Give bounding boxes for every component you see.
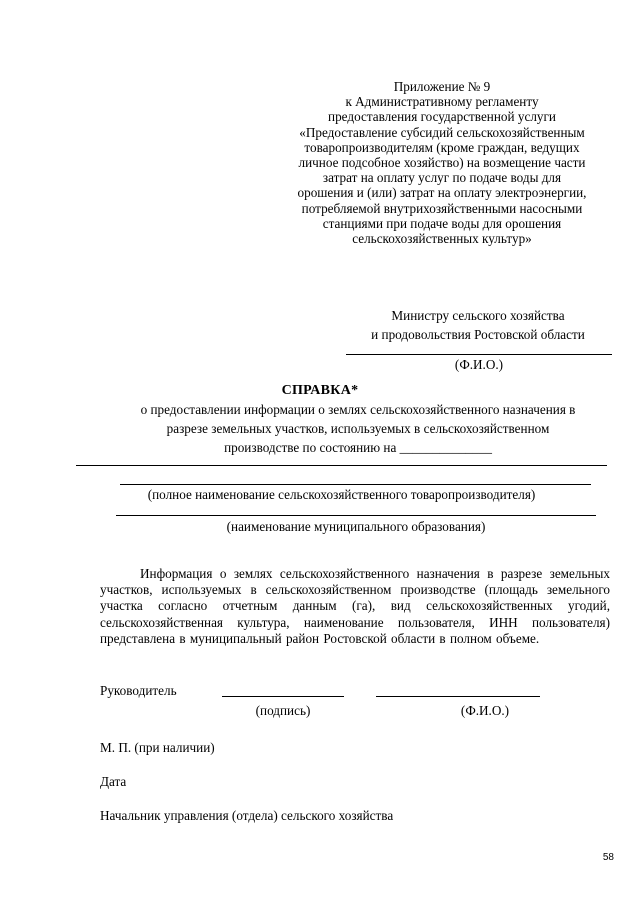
stamp-label: М. П. (при наличии) [100,740,215,755]
appendix-line: орошения и (или) затрат на оплату электроэнергии, [297,185,587,201]
producer-name-line-2 [120,484,591,485]
municipality-name-caption: (наименование муниципального образования) [226,519,486,534]
head-name-caption: (Ф.И.О.) [460,703,510,718]
addressee-name-caption: (Ф.И.О.) [454,357,504,372]
head-name-line [376,696,540,697]
appendix-header [268,79,616,246]
addressee-line-2: и продовольствия Ростовской области [371,327,585,342]
appendix-line: станциями при подаче воды для орошения [322,215,562,231]
appendix-line: потребляемой внутрихозяйственными насосными [301,200,583,216]
date-label: Дата [100,774,127,789]
appendix-line: личное подсобное хозяйство) на возмещение части [298,155,586,171]
appendix-line: «Предоставление субсидий сельскохозяйственным [299,124,585,140]
appendix-line: затрат на оплату услуг по подаче воды для [322,170,562,186]
appendix-line: сельскохозяйственных культур» [352,231,532,247]
producer-name-caption: (полное наименование сельскохозяйственного товаропроизводителя) [147,487,536,502]
subtitle-line-1: о предоставлении информации о землях сельскохозяйственного назначения в [140,402,576,417]
municipality-name-line [116,515,596,516]
signature-caption: (подпись) [255,703,311,718]
department-head-label: Начальник управления (отдела) сельского хозяйства [100,808,394,823]
producer-name-line-1 [76,465,607,466]
document-title: СПРАВКА* [281,383,359,398]
subtitle-line-3: производстве по состоянию на ______________ [224,440,492,455]
head-label: Руководитель [100,683,177,698]
appendix-line: предоставления государственной услуги [328,109,556,125]
addressee-block [340,306,616,344]
appendix-line: товаропроизводителям (кроме граждан, ведущих [304,139,580,155]
subtitle-line-2: разрезе земельных участков, используемых в сельскохозяйственном [166,421,550,436]
document-subtitle [98,400,618,457]
page-number: 58 [602,852,614,863]
appendix-line: Приложение № 9 [393,79,491,94]
information-paragraph: Информация о землях сельскохозяйственного назначения в разрезе земельных участков, используемых в сельскохозяйственном производстве (площадь земельного участка согласно отчетным данным (га), вид сельскохозяйственных угодий, сельскохозяйственная культура, наименование пользователя, ИНН пользователя) представлена в муниципальный район Ростовской области в полном объеме. [100,566,610,646]
addressee-name-line [346,354,612,355]
addressee-line-1: Министру сельского хозяйства [391,308,565,323]
signature-line [222,696,344,697]
appendix-line: к Административному регламенту [345,94,539,110]
